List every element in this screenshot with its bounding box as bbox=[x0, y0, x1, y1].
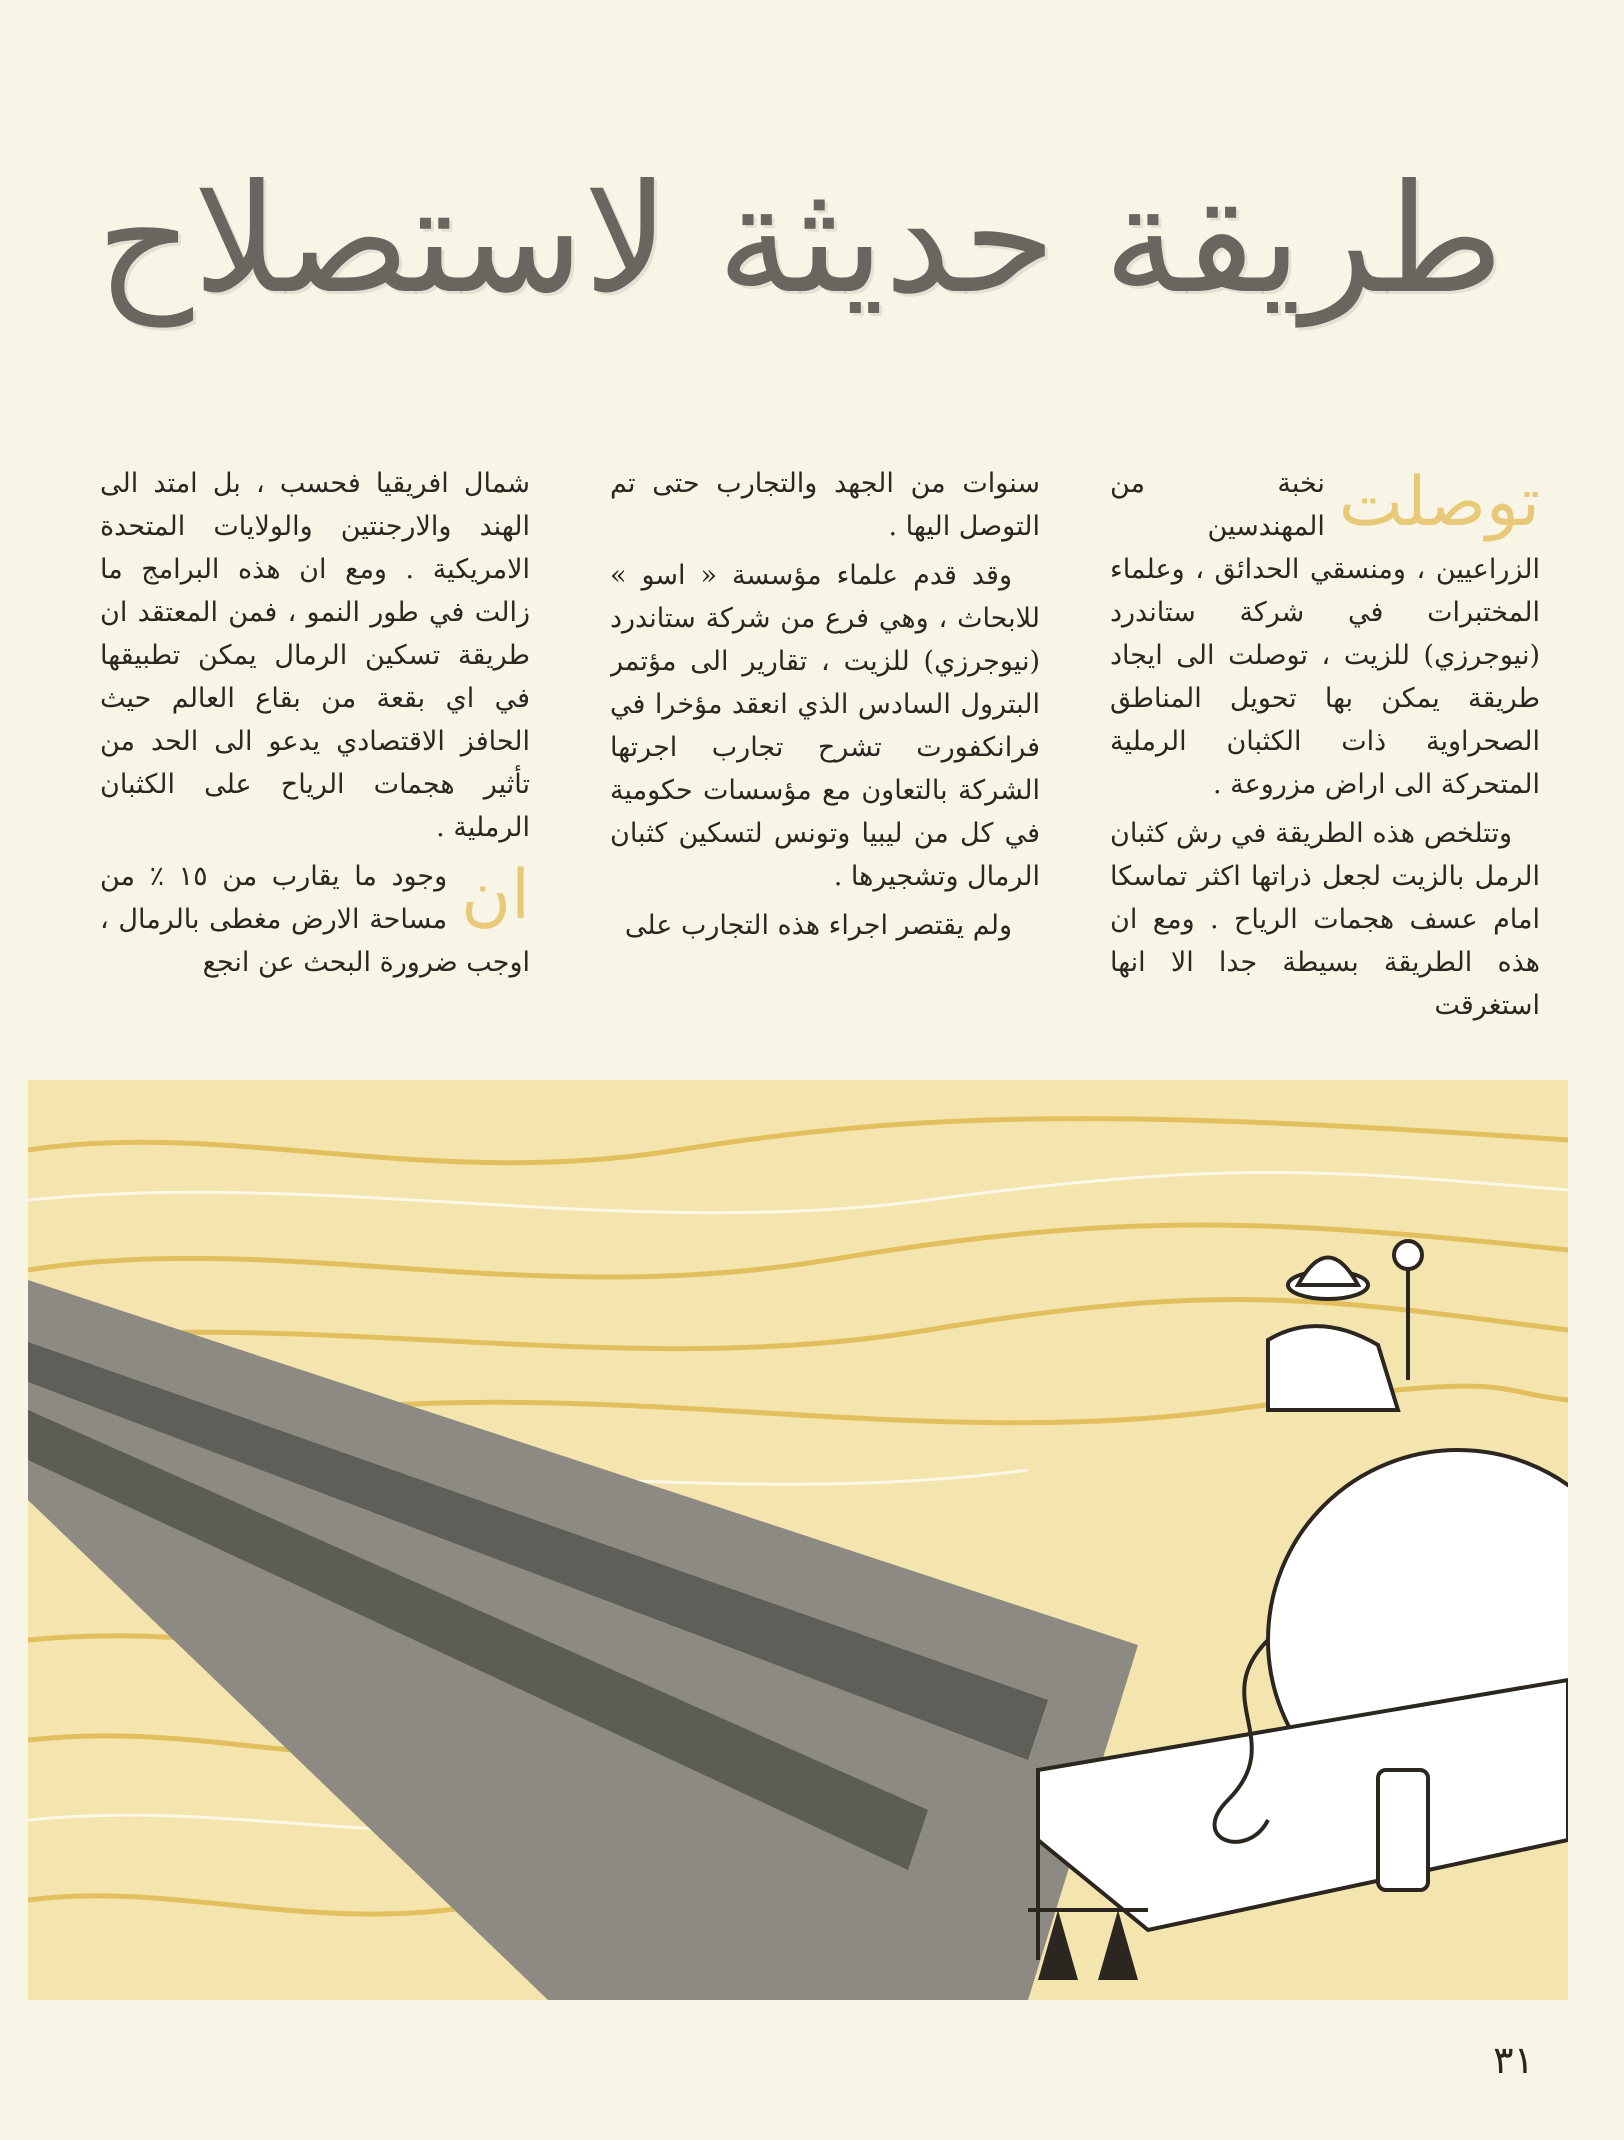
page-number: ٣١ bbox=[1493, 2038, 1534, 2082]
article-title: طريقة حديثة لاستصلاح bbox=[96, 153, 1504, 327]
column-2 bbox=[610, 462, 1040, 1022]
dropcap: ان bbox=[461, 856, 530, 935]
dune-spraying-illustration bbox=[28, 1080, 1568, 2000]
paragraph: وقد قدم علماء مؤسسة « اسو » للابحاث ، وهي فرع من شركة ستاندرد (نيوجرزي) للزيت ، تقارير الى مؤتمر البترول السادس الذي انعقد مؤخرا في فرانكفورت تشرح تجارب اجرتها الشركة بالتعاون مع مؤسسات حكومية في كل من ليبيا وتونس لتسكين كثبان الرمال وتشجيرها . bbox=[610, 560, 1040, 892]
column-3 bbox=[100, 462, 530, 1022]
paragraph: نخبة من المهندسين الزراعيين ، ومنسقي الحدائق ، وعلماء المختبرات في شركة ستاندرد (نيوجرزي) للزيت ، توصلت الى ايجاد طريقة يمكن بها تحويل المناطق الصحراوية ذات الكثبان الرملية المتحركة الى اراض مزروعة . bbox=[1110, 468, 1540, 800]
paragraph: وتتلخص هذه الطريقة في رش كثبان الرمل بالزيت لجعل ذراتها اكثر تماسكا امام عسف هجمات الرياح . ومع ان هذه الطريقة بسيطة جدا الا انها استغرقت bbox=[1110, 818, 1540, 1021]
paragraph: شمال افريقيا فحسب ، بل امتد الى الهند والارجنتين والولايات المتحدة الامريكية . ومع ان هذه البرامج ما زالت في طور النمو ، فمن المعتقد ان طريقة تسكين الرمال يمكن تطبيقها في اي بقعة من بقاع العالم حيث الحافز الاقتصادي يدعو الى الحد من تأثير هجمات الرياح على الكثبان الرملية . bbox=[100, 468, 530, 843]
column-1 bbox=[1110, 462, 1540, 1022]
paragraph: سنوات من الجهد والتجارب حتى تم التوصل اليها . bbox=[610, 468, 1040, 542]
spray-bottle bbox=[1378, 1770, 1428, 1890]
article-body bbox=[70, 462, 1540, 1022]
paragraph: وجود ما يقارب من ١٥ ٪ من مساحة الارض مغطى بالرمال ، اوجب ضرورة البحث عن انجع bbox=[100, 861, 530, 978]
paragraph: ولم يقتصر اجراء هذه التجارب على bbox=[624, 910, 1012, 941]
dropcap: توصلت bbox=[1338, 463, 1540, 542]
